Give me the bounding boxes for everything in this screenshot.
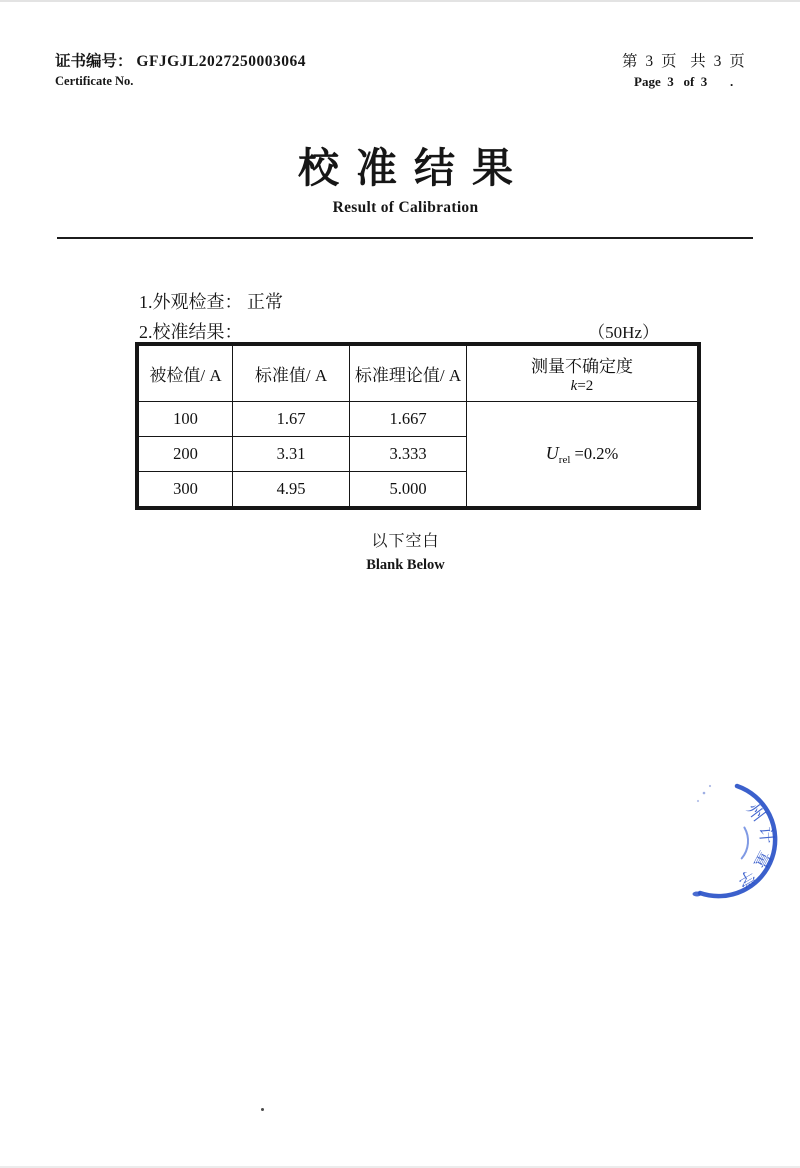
cell-tested-value: 100 (138, 402, 233, 437)
uncertainty-value: =0.2% (570, 443, 619, 463)
document-title-block (57, 146, 754, 217)
uncertainty-subscript: rel (558, 453, 571, 466)
certificate-number-label-en: Certificate No. (55, 73, 134, 88)
cell-uncertainty-merged (467, 402, 699, 508)
cell-standard-value: 1.67 (233, 402, 350, 437)
page-title-en: Result of Calibration (332, 199, 479, 217)
certificate-number-value: GFJGJL2027250003064 (136, 53, 307, 70)
page-indicator-en: Page 3 of 3 . (634, 74, 734, 90)
blank-below-zh: 以下空白 (371, 533, 440, 550)
cell-standard-value: 4.95 (233, 472, 350, 508)
stamp-ink-blob (693, 892, 702, 897)
scan-speck (261, 1108, 264, 1111)
certificate-number-block (55, 53, 306, 88)
page-indicator-block (622, 53, 747, 89)
stamp-speck (709, 785, 711, 787)
stamp-arc-text: 州计量学 (730, 799, 777, 894)
header-measurement-uncertainty (467, 345, 699, 402)
header-standard-theoretical-value: 标准理论值/ A (350, 345, 467, 402)
stamp-speck (697, 800, 699, 802)
header-uncertainty-line1: 测量不确定度 (531, 357, 633, 376)
header-tested-value: 被检值/ A (138, 345, 233, 402)
cell-tested-value: 200 (138, 437, 233, 472)
header-uncertainty-k: k=2 (570, 378, 594, 394)
cell-standard-value: 3.31 (233, 437, 350, 472)
calibration-result-label: 2.校准结果： (139, 322, 243, 342)
certificate-number-label: 证书编号： (55, 53, 137, 70)
certificate-number-line (55, 53, 306, 71)
page-title: 校准结果 (298, 145, 530, 191)
table-row (138, 402, 699, 437)
blank-below-en: Blank Below (366, 557, 445, 573)
cell-theoretical-value: 5.000 (350, 472, 467, 508)
page-indicator-zh: 第 3 页 共 3 页 (622, 53, 747, 70)
title-divider-line (57, 237, 753, 239)
blank-below-note (57, 528, 754, 574)
partial-blue-seal-stamp (660, 748, 800, 923)
calibration-result-line (139, 318, 659, 344)
uncertainty-symbol: U (545, 442, 559, 463)
cell-theoretical-value: 3.333 (350, 437, 467, 472)
frequency-note: （50Hz） (588, 323, 659, 342)
cell-tested-value: 300 (138, 472, 233, 508)
table-header-row (138, 345, 699, 402)
stamp-inner-arc (742, 828, 748, 859)
header-standard-value: 标准值/ A (233, 345, 350, 402)
stamp-speck (703, 792, 706, 795)
scan-edge-top (0, 0, 800, 2)
visual-inspection-line: 1.外观检查： 正常 (139, 292, 283, 312)
cell-theoretical-value: 1.667 (350, 402, 467, 437)
calibration-results-table (136, 343, 700, 509)
